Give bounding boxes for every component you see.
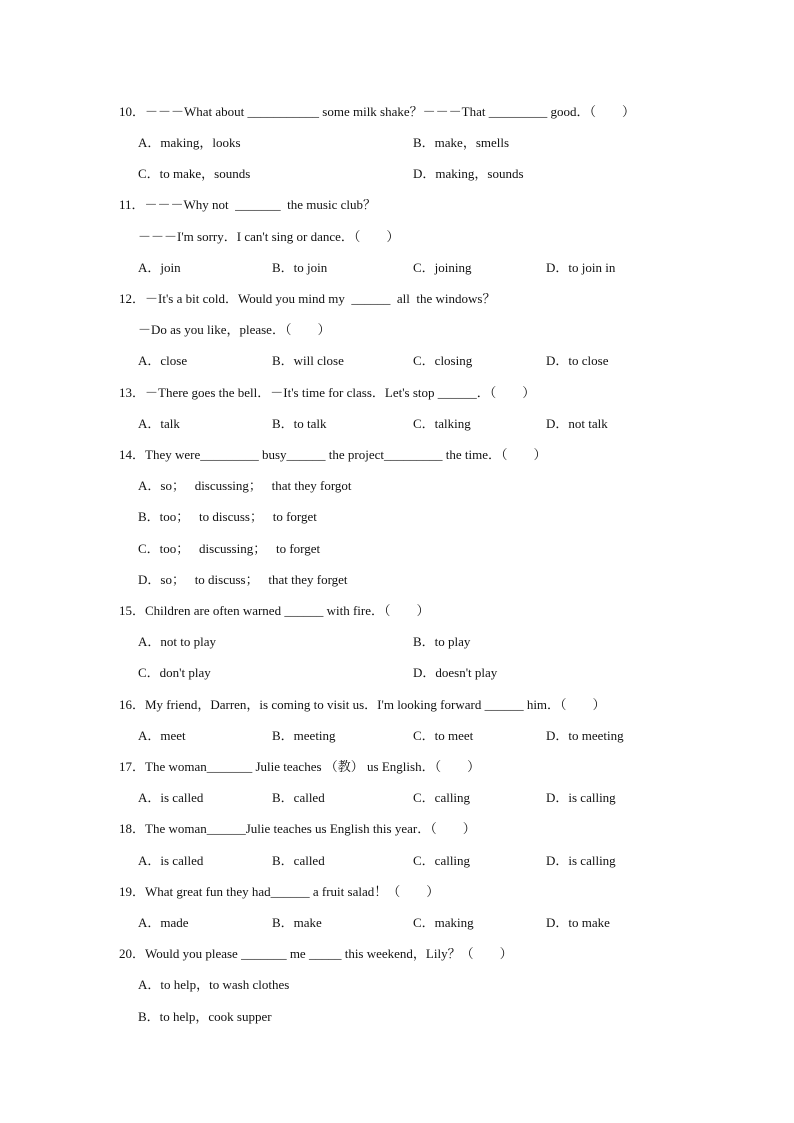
- question-14-option-c: C．too； discussing； to forget: [138, 541, 321, 556]
- question-10-option-b: B．make，smells: [413, 135, 510, 150]
- question-12-option-a: A．close: [138, 353, 188, 368]
- question-17-stem: 17．The woman_______ Julie teaches （教） us English．（ ）: [119, 759, 481, 774]
- question-16-option-d: D．to meeting: [546, 728, 624, 743]
- question-11-option-b: B．to join: [272, 260, 328, 275]
- question-19-stem: 19．What great fun they had______ a fruit salad！（ ）: [119, 884, 440, 899]
- question-15-option-c: C．don't play: [138, 665, 211, 680]
- question-13-option-d: D．not talk: [546, 416, 608, 431]
- question-11-option-a: A．join: [138, 260, 181, 275]
- question-15-stem: 15．Children are often warned ______ with fire．（ ）: [119, 603, 430, 618]
- question-17-option-d: D．is calling: [546, 790, 616, 805]
- question-10-option-c: C．to make，sounds: [138, 166, 251, 181]
- question-17-option-c: C．calling: [413, 790, 471, 805]
- question-18-option-b: B．called: [272, 853, 325, 868]
- question-13-option-a: A．talk: [138, 416, 180, 431]
- question-10-stem: 10．－－－What about ___________ some milk shake？－－－That _________ good．（ ）: [119, 104, 635, 119]
- question-18-option-c: C．calling: [413, 853, 471, 868]
- question-19-option-b: B．make: [272, 915, 322, 930]
- question-12-stem-response: －Do as you like，please．（ ）: [138, 322, 331, 337]
- question-11-stem: 11．－－－Why not _______ the music club？: [119, 197, 376, 212]
- question-12-option-d: D．to close: [546, 353, 609, 368]
- question-10-option-d: D．making，sounds: [413, 166, 524, 181]
- question-20-option-b: B．to help，cook supper: [138, 1009, 272, 1024]
- question-13-stem: 13．－There goes the bell．－It's time for class．Let's stop ______．（ ）: [119, 385, 536, 400]
- question-17-option-b: B．called: [272, 790, 325, 805]
- question-13-option-b: B．to talk: [272, 416, 327, 431]
- question-15-option-b: B．to play: [413, 634, 471, 649]
- question-18-stem: 18．The woman______Julie teaches us English this year．（ ）: [119, 821, 476, 836]
- question-13-option-c: C．talking: [413, 416, 471, 431]
- question-14-option-a: A．so； discussing； that they forgot: [138, 478, 352, 493]
- question-14-option-b: B．too； to discuss； to forget: [138, 509, 317, 524]
- question-16-option-c: C．to meet: [413, 728, 474, 743]
- question-11-option-c: C．joining: [413, 260, 472, 275]
- question-14-stem: 14．They were_________ busy______ the project_________ the time．（ ）: [119, 447, 547, 462]
- question-19-option-d: D．to make: [546, 915, 610, 930]
- question-12-stem: 12．－It's a bit cold．Would you mind my ______ all the windows？: [119, 291, 496, 306]
- question-16-stem: 16．My friend，Darren，is coming to visit us．I'm looking forward ______ him．（ ）: [119, 697, 606, 712]
- question-11-stem-response: －－－I'm sorry．I can't sing or dance．（ ）: [138, 229, 400, 244]
- question-12-option-c: C．closing: [413, 353, 473, 368]
- question-20-stem: 20．Would you please _______ me _____ this weekend，Lily？（ ）: [119, 946, 513, 961]
- question-12-option-b: B．will close: [272, 353, 344, 368]
- question-18-option-a: A．is called: [138, 853, 204, 868]
- question-14-option-d: D．so； to discuss； that they forget: [138, 572, 348, 587]
- question-18-option-d: D．is calling: [546, 853, 616, 868]
- question-16-option-b: B．meeting: [272, 728, 336, 743]
- question-15-option-a: A．not to play: [138, 634, 216, 649]
- question-16-option-a: A．meet: [138, 728, 186, 743]
- question-20-option-a: A．to help，to wash clothes: [138, 977, 290, 992]
- question-11-option-d: D．to join in: [546, 260, 616, 275]
- question-19-option-a: A．made: [138, 915, 189, 930]
- question-15-option-d: D．doesn't play: [413, 665, 498, 680]
- question-17-option-a: A．is called: [138, 790, 204, 805]
- question-19-option-c: C．making: [413, 915, 474, 930]
- question-10-option-a: A．making，looks: [138, 135, 241, 150]
